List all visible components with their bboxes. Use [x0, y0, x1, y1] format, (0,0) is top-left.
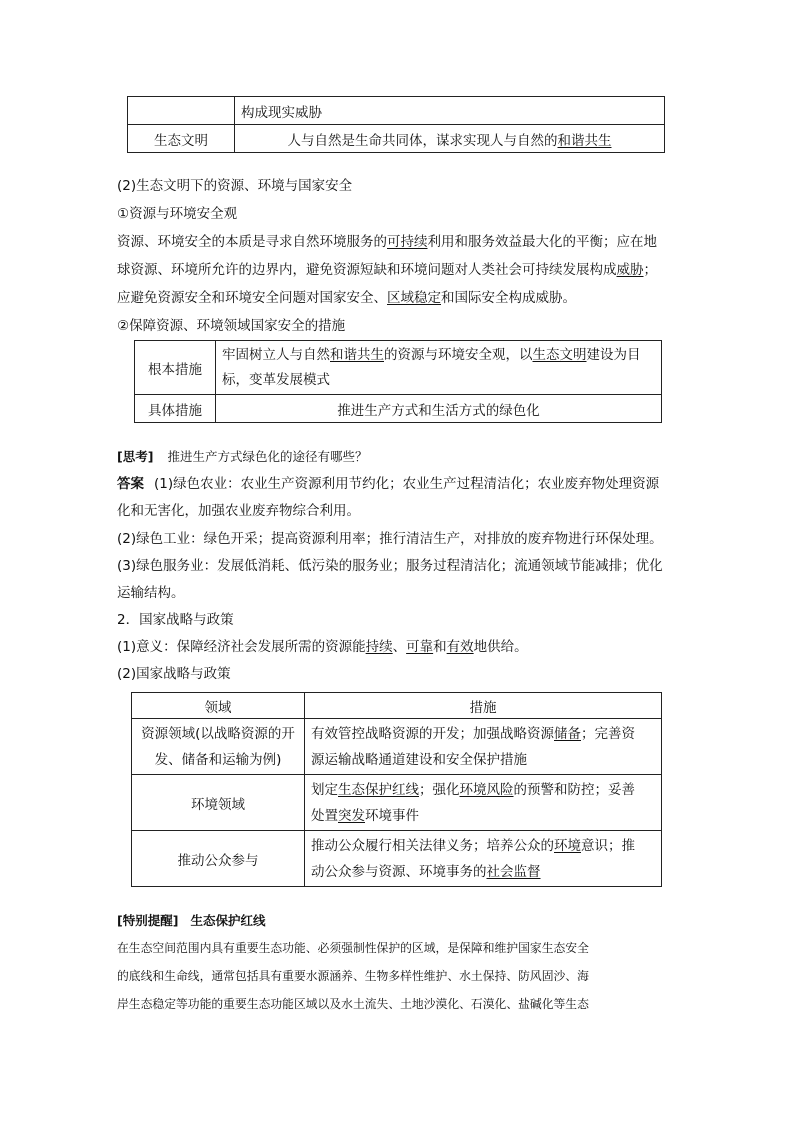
- cell-line: [311, 721, 655, 747]
- cell-line: 源运输战略通道建设和安全保护措施: [311, 751, 527, 768]
- table-cell: 推进生产方式和生活方式的绿色化: [216, 395, 662, 423]
- underlined-text: 生态保护红线: [338, 781, 419, 798]
- answer-label: 答案: [117, 476, 144, 492]
- table-cell-label: 根本措施: [135, 341, 216, 395]
- table-cell: [216, 341, 662, 395]
- underlined-text: 生态文明: [532, 346, 587, 363]
- cell-line: 资源领域(以战略资源的开: [141, 725, 295, 742]
- tip-tag: [特别提醒]: [117, 913, 179, 928]
- text: 划定: [311, 781, 338, 798]
- cell-line: [311, 859, 655, 885]
- text: (1)绿色农业：农业生产资源利用节约化；农业生产过程清洁化；农业废弃物处理资源: [154, 476, 660, 492]
- table-cell-label: 生态文明: [128, 125, 235, 153]
- underlined-text: 环境风险: [459, 781, 514, 798]
- ecology-table: [127, 96, 665, 153]
- tip-line: 岸生态稳定等功能的重要生态功能区域以及水土流失、土地沙漠化、石漠化、盐碱化等生态: [117, 997, 589, 1011]
- think-block: [117, 444, 367, 470]
- text: 和国际安全构成威胁。: [441, 290, 576, 306]
- cell-line: [222, 343, 655, 368]
- text: 推动公众履行相关法律义务；培养公众的: [311, 837, 554, 854]
- text: 、: [392, 639, 407, 655]
- text: ；: [643, 262, 657, 278]
- tip-title: 生态保护红线: [190, 913, 266, 928]
- text: 的预警和防控；妥善: [513, 781, 635, 798]
- text: (1)意义：保障经济社会发展所需的资源能: [117, 639, 366, 655]
- tip-line: 在生态空间范围内具有重要生态功能、必须强制性保护的区域，是保障和维护国家生态安全: [117, 941, 589, 955]
- underlined-text: 持续: [365, 639, 393, 655]
- underlined-text: 环境: [554, 837, 581, 854]
- table-header: 措施: [305, 693, 662, 719]
- underlined-text: 可靠: [406, 639, 434, 655]
- text: ；完善资: [581, 725, 635, 742]
- text: 建设为目: [586, 346, 641, 363]
- underlined-text: 储备: [554, 725, 581, 742]
- table-cell-label: [132, 719, 305, 775]
- underlined-text: 威胁: [616, 262, 644, 278]
- subsection-title: ①资源与环境安全观: [117, 206, 238, 222]
- text: 人与自然是生命共同体，谋求实现人与自然的: [287, 132, 558, 149]
- section-title: 2．国家战略与政策: [117, 612, 234, 628]
- text: 处置: [311, 807, 338, 824]
- answer-line: (2)绿色工业：绿色开采；提高资源利用率；推行清洁生产，对排放的废弃物进行环保处理。: [117, 531, 663, 547]
- section-title: (2)生态文明下的资源、环境与国家安全: [117, 178, 353, 194]
- table-cell: [305, 831, 662, 887]
- cell-line: 发、储备和运输为例): [154, 751, 282, 768]
- answer-line: 运输结构。: [117, 585, 185, 601]
- strategy-table: [131, 692, 662, 887]
- underlined-text: 区域稳定: [387, 290, 441, 306]
- cell-line: 标，变革发展模式: [222, 371, 330, 388]
- table-cell: [235, 125, 665, 153]
- underlined-text: 可持续: [387, 234, 428, 250]
- cell-line: [311, 833, 655, 859]
- empty-cell: [128, 97, 235, 125]
- measures-table: [134, 340, 662, 423]
- think-question: 推进生产方式绿色化的途径有哪些？: [167, 449, 368, 464]
- text: 牢固树立人与自然: [222, 346, 330, 363]
- paragraph-line: [117, 285, 576, 311]
- tip-heading: [117, 908, 265, 934]
- paragraph-line: [117, 257, 657, 283]
- text: 有效管控战略资源的开发；加强战略资源: [311, 725, 554, 742]
- underlined-text: 和谐共生: [557, 132, 612, 149]
- table-cell: [305, 719, 662, 775]
- text: 应避免资源安全和环境安全问题对国家安全、: [117, 290, 387, 306]
- text: 资源、环境安全的本质是寻求自然环境服务的: [117, 234, 387, 250]
- text: 的资源与环境安全观，以: [384, 346, 533, 363]
- answer-line: 化和无害化，加强农业废弃物综合利用。: [117, 503, 360, 519]
- answer-line: [117, 471, 659, 497]
- text: 球资源、环境所允许的边界内，避免资源短缺和环境问题对人类社会可持续发展构成: [117, 262, 617, 278]
- subsection-title: (2)国家战略与政策: [117, 666, 231, 682]
- underlined-text: 有效: [446, 639, 474, 655]
- tip-line: 的底线和生命线，通常包括具有重要水源涵养、生物多样性维护、水土保持、防风固沙、海: [117, 969, 589, 983]
- paragraph-line: [117, 229, 657, 255]
- text: 环境事件: [365, 807, 419, 824]
- cell-line: [311, 777, 655, 803]
- table-cell-label: 推动公众参与: [132, 831, 305, 887]
- underlined-text: 和谐共生: [330, 346, 384, 363]
- text: 地供给。: [473, 639, 528, 655]
- table-cell-label: 环境领域: [132, 775, 305, 831]
- answer-line: (3)绿色服务业：发展低消耗、低污染的服务业；服务过程清洁化；流通领域节能减排；优化: [117, 558, 663, 574]
- table-header: 领域: [132, 693, 305, 719]
- text: 意识；推: [581, 837, 635, 854]
- underlined-text: 突发: [338, 807, 365, 824]
- table-cell: [305, 775, 662, 831]
- underlined-text: 社会监督: [486, 863, 541, 880]
- paragraph-line: [117, 634, 528, 660]
- text: ；强化: [419, 781, 460, 798]
- think-tag: [思考]: [117, 449, 154, 464]
- subsection-title: ②保障资源、环境领域国家安全的措施: [117, 318, 346, 334]
- cell-line: [311, 803, 655, 829]
- text: 动公众参与资源、环境事务的: [311, 863, 487, 880]
- text: 利用和服务效益最大化的平衡；应在地: [427, 234, 657, 250]
- table-cell: 构成现实威胁: [235, 97, 665, 125]
- table-cell-label: 具体措施: [135, 395, 216, 423]
- text: 和: [433, 639, 447, 655]
